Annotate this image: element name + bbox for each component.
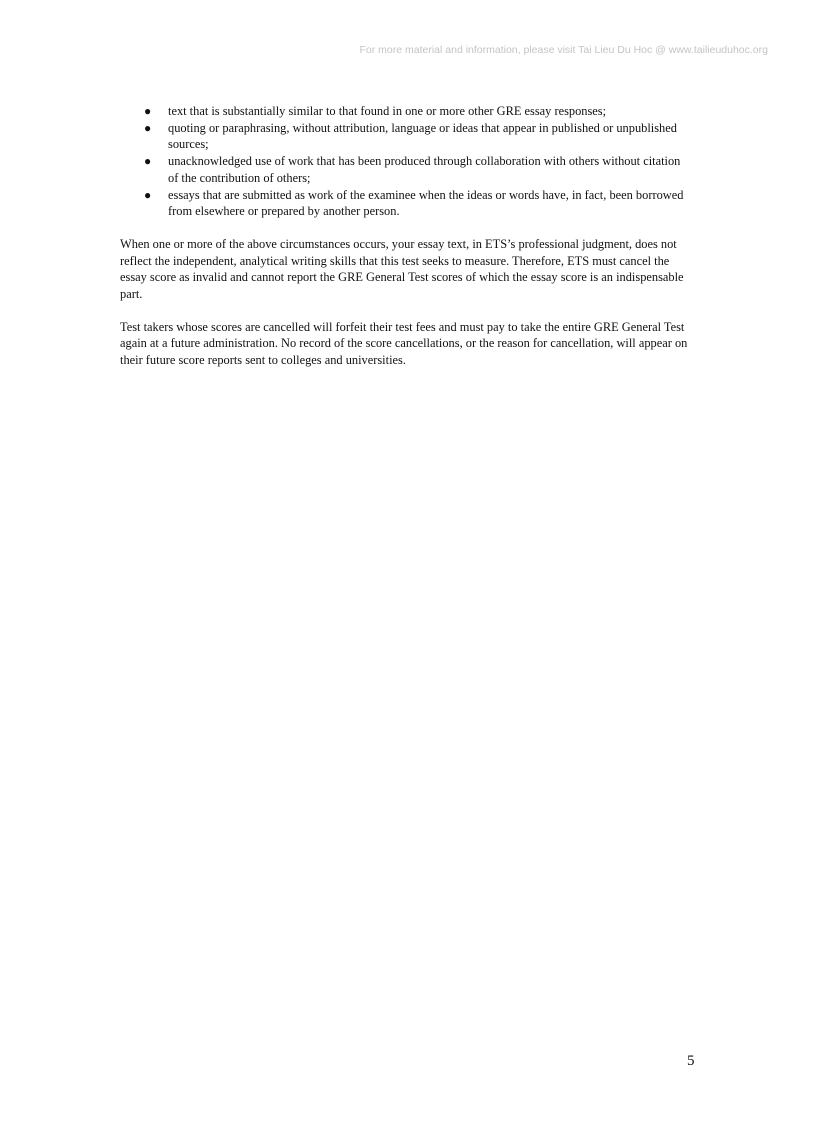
list-item-text: text that is substantially similar to that found in one or more other GRE essay responses;: [168, 104, 607, 118]
list-item-text: quoting or paraphrasing, without attribution, language or ideas that appear in published or unpublished sources;: [168, 120, 677, 152]
list-item: [120, 103, 690, 120]
header-watermark: For more material and information, please visit Tai Lieu Du Hoc @ www.tailieuduhoc.org: [359, 44, 768, 56]
bullet-icon: ●: [144, 154, 152, 169]
bullet-list: [120, 103, 690, 220]
list-item-text: unacknowledged use of work that has been produced through collaboration with others without citation of the contribution of others;: [168, 154, 681, 185]
list-item-text: essays that are submitted as work of the examinee when the ideas or words have, in fact, been borrowed from elsewhere or prepared by another person.: [168, 187, 684, 219]
list-item: [120, 187, 690, 220]
paragraph-score-cancellation: When one or more of the above circumstances occurs, your essay text, in ETS’s professional judgment, does not reflect the independent, analytical writing skills that this test seeks to measure. Therefore, ETS must cancel the essay score as invalid and cannot report the GRE General Test scores of which the essay score is an indispensable part.: [120, 236, 684, 302]
page-number: 5: [687, 1053, 695, 1069]
bullet-icon: ●: [144, 104, 152, 118]
bullet-icon: ●: [144, 120, 152, 135]
list-item: [120, 120, 690, 153]
paragraph-forfeit-fees: Test takers whose scores are cancelled will forfeit their test fees and must pay to take the entire GRE General Test again at a future administration. No record of the score cancellations, or the reason for cancellation, will appear on their future score reports sent to colleges and universities.: [120, 319, 688, 368]
bullet-icon: ●: [144, 187, 152, 202]
list-item: [120, 153, 690, 186]
document-body: [120, 103, 690, 369]
